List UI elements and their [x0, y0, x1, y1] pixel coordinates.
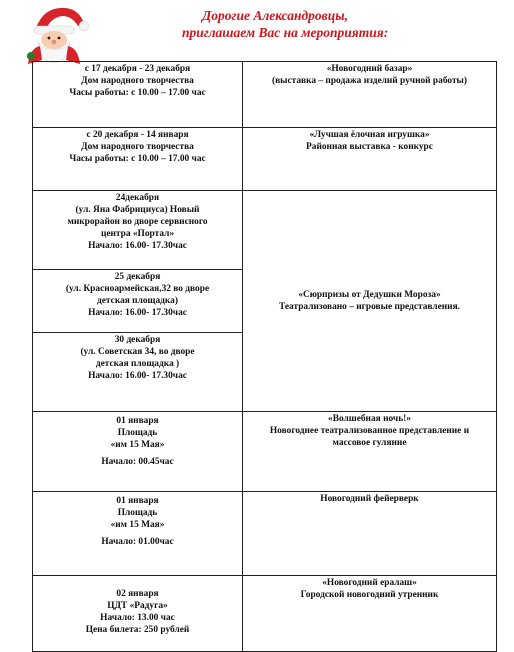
events-table: [32, 61, 497, 652]
event-date: 01 января: [116, 496, 159, 506]
event-description: [243, 576, 497, 652]
event-hours: Часы работы: с 10.00 – 17.00 час: [69, 154, 206, 164]
ticket-price: Цена билета: 250 рублей: [85, 625, 190, 635]
event-when-where: [33, 128, 243, 191]
event-when-where: [33, 412, 243, 492]
event-start-time: Начало: 16.00- 17.30час: [88, 241, 187, 251]
santa-claus-icon: [22, 2, 94, 64]
event-when-where: [33, 576, 243, 652]
event-description: [243, 62, 497, 128]
event-place: Дом народного творчества: [81, 76, 194, 86]
event-title: «Лучшая ёлочная игрушка»: [309, 130, 430, 140]
event-date: 25 декабря: [114, 272, 161, 282]
event-subtitle: Городской новогодний утренник: [300, 590, 439, 600]
event-hours: Часы работы: с 10.00 – 17.00 час: [69, 88, 206, 98]
event-start-time: Начало: 01.00час: [101, 537, 174, 547]
event-address: детская площадка ): [95, 359, 180, 369]
event-when-where: [33, 191, 243, 270]
event-place: Площадь: [117, 428, 158, 438]
event-description: [243, 492, 497, 576]
table-row: [33, 62, 497, 128]
event-when-where: [33, 270, 243, 333]
event-date: с 20 декабря - 14 января: [86, 130, 189, 140]
event-address: (ул. Яна Фабрициуса) Новый: [75, 205, 200, 215]
event-description: [243, 191, 497, 412]
event-date: с 17 декабря - 23 декабря: [84, 64, 191, 74]
event-address: детская площадка): [97, 296, 178, 306]
event-date: 30 декабря: [114, 335, 161, 345]
table-row: [33, 492, 497, 576]
event-subtitle: Районная выставка - конкурс: [306, 142, 433, 152]
event-title: «Новогодний базар»: [326, 64, 413, 74]
event-title: «Сюрпризы от Дедушки Мороза»: [298, 290, 441, 300]
event-place: Дом народного творчества: [81, 142, 194, 152]
title-line-2: приглашаем Вас на мероприятия:: [182, 25, 389, 40]
event-start-time: Начало: 00.45час: [101, 457, 174, 467]
event-subtitle: (выставка – продажа изделий ручной работы): [271, 76, 468, 86]
event-when-where: [33, 333, 243, 412]
event-description: [243, 128, 497, 191]
table-row: [33, 128, 497, 191]
event-address: (ул. Красноармейская,32 во дворе: [65, 284, 210, 294]
event-date: 02 января: [116, 589, 159, 599]
event-title: Новогодний фейерверк: [320, 494, 419, 504]
event-title: «Волшебная ночь!»: [328, 414, 411, 424]
event-address: (ул. Советская 34, во дворе: [80, 347, 195, 357]
page-header: [0, 0, 514, 62]
event-address: микрорайон во дворе сервисного: [67, 217, 208, 227]
event-subtitle: массовое гуляние: [332, 438, 407, 448]
event-title: «Новогодний ералаш»: [322, 578, 417, 588]
event-start-time: Начало: 13.00 час: [100, 613, 175, 623]
table-row: [33, 576, 497, 652]
table-row: [33, 412, 497, 492]
page-title: [180, 7, 510, 41]
event-place: ЦДТ «Радуга»: [107, 601, 168, 611]
event-date: 24декабря: [115, 193, 160, 203]
event-description: [243, 412, 497, 492]
event-when-where: [33, 62, 243, 128]
event-date: 01 января: [116, 416, 159, 426]
event-start-time: Начало: 16.00- 17.30час: [88, 308, 187, 318]
event-subtitle: Театрализовано – игровые представления.: [278, 302, 460, 312]
title-line-1: Дорогие Александровцы,: [202, 8, 348, 23]
event-address: центра «Портал»: [100, 229, 175, 239]
event-place: «им 15 Мая»: [110, 520, 165, 530]
event-place: Площадь: [117, 508, 158, 518]
event-subtitle: Новогоднее театрализованное представление и: [269, 426, 470, 436]
table-row: [33, 191, 497, 270]
event-place: «им 15 Мая»: [110, 440, 165, 450]
event-when-where: [33, 492, 243, 576]
event-start-time: Начало: 16.00- 17.30час: [88, 371, 187, 381]
